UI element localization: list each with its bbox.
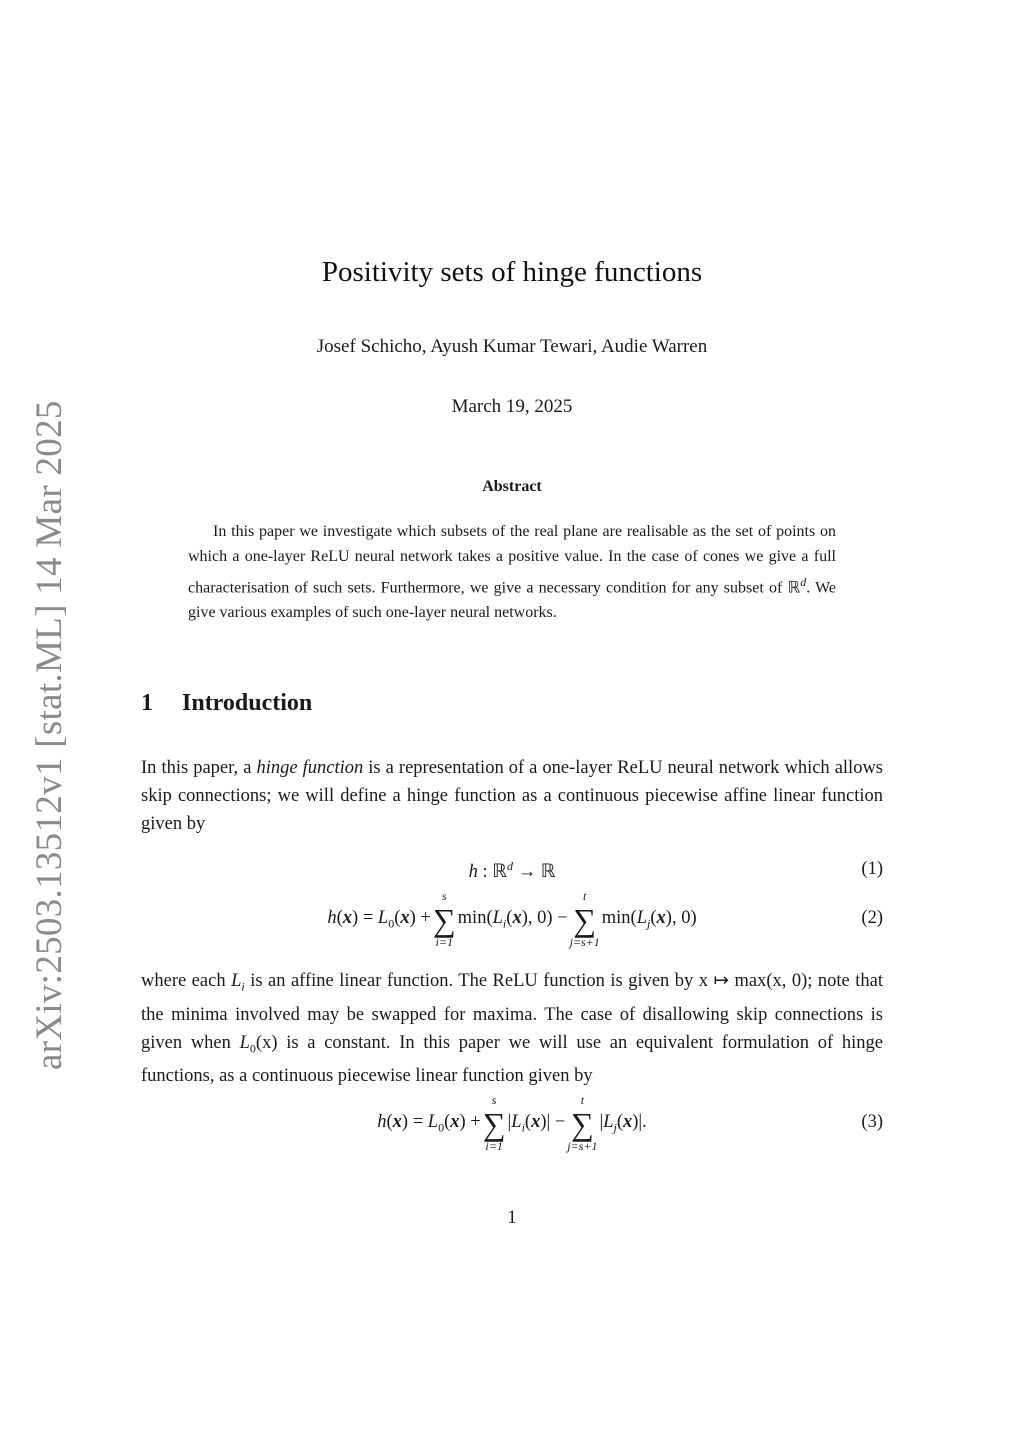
summation-j: t ∑ j=s+1 xyxy=(567,1093,598,1153)
equation-2-number: (2) xyxy=(861,908,883,928)
paper-date: March 19, 2025 xyxy=(451,396,573,417)
summation-j: t ∑ j=s+1 xyxy=(569,889,600,949)
equation-1 xyxy=(141,857,883,887)
equation-2 xyxy=(141,890,883,950)
summation-i: s ∑ i=1 xyxy=(482,1093,506,1153)
intro-paragraph-1: In this paper, a hinge function is a representation of a one-layer ReLU neural network which allows skip connections; we will define a hinge function as a continuous piecewise affine linear function given by xyxy=(141,758,884,834)
equation-1-body: h : ℝ$^d$ → ℝ xyxy=(468,859,556,883)
section-number: 1 xyxy=(141,690,153,716)
intro-paragraph-2: where each $L_i$ is an affine linear function. The ReLU function is given by x ↦ max(x, 0); note that the minima involved may be swapped for maxima. The case of disallowing skip connections is given when $L_0(x)$ is a constant. In this paper we will use an equivalent formulation of hinge functions, as a continuous piecewise linear function given by xyxy=(141,971,883,1087)
abstract-text: In this paper we investigate which subsets of the real plane are realisable as the set of points on which a one-layer ReLU neural network takes a positive value. In the case of cones we give a full characterisation of such sets. Furthermore, we give a necessary condition for any subset of ℝ$^d$. We give various examples of such one-layer neural networks. xyxy=(188,523,837,621)
summation-i: s ∑ i=1 xyxy=(432,889,456,949)
emphasis-hinge-function: hinge function xyxy=(256,758,364,778)
page-number: 1 xyxy=(507,1208,517,1228)
section-heading-introduction xyxy=(141,690,312,717)
equation-3-body: $h(x) = L_0(x)$ + s ∑ i=1 $|L_i(x)|$ − t ∑ j=s+1 $|L_j(x)|$. xyxy=(377,1093,647,1153)
equation-1-number: (1) xyxy=(861,859,883,879)
equation-3-number: (3) xyxy=(861,1112,883,1132)
equation-3 xyxy=(141,1094,883,1154)
paper-title: Positivity sets of hinge functions xyxy=(321,256,703,288)
relu-definition: x ↦ max(x, 0) xyxy=(698,971,808,991)
abstract-heading: Abstract xyxy=(482,478,542,495)
section-title: Introduction xyxy=(182,690,313,716)
arxiv-identifier-stamp: arXiv:2503.13512v1 [stat.ML] 14 Mar 2025 xyxy=(29,400,70,1070)
equation-2-body: $h(x) = L_0(x)$ + s ∑ i=1 $\min(L_i(x)$, 0) − t ∑ j=s+1 $\min(L_j(x)$, 0) xyxy=(327,889,697,949)
author-list: Josef Schicho, Ayush Kumar Tewari, Audie Warren xyxy=(316,336,708,357)
